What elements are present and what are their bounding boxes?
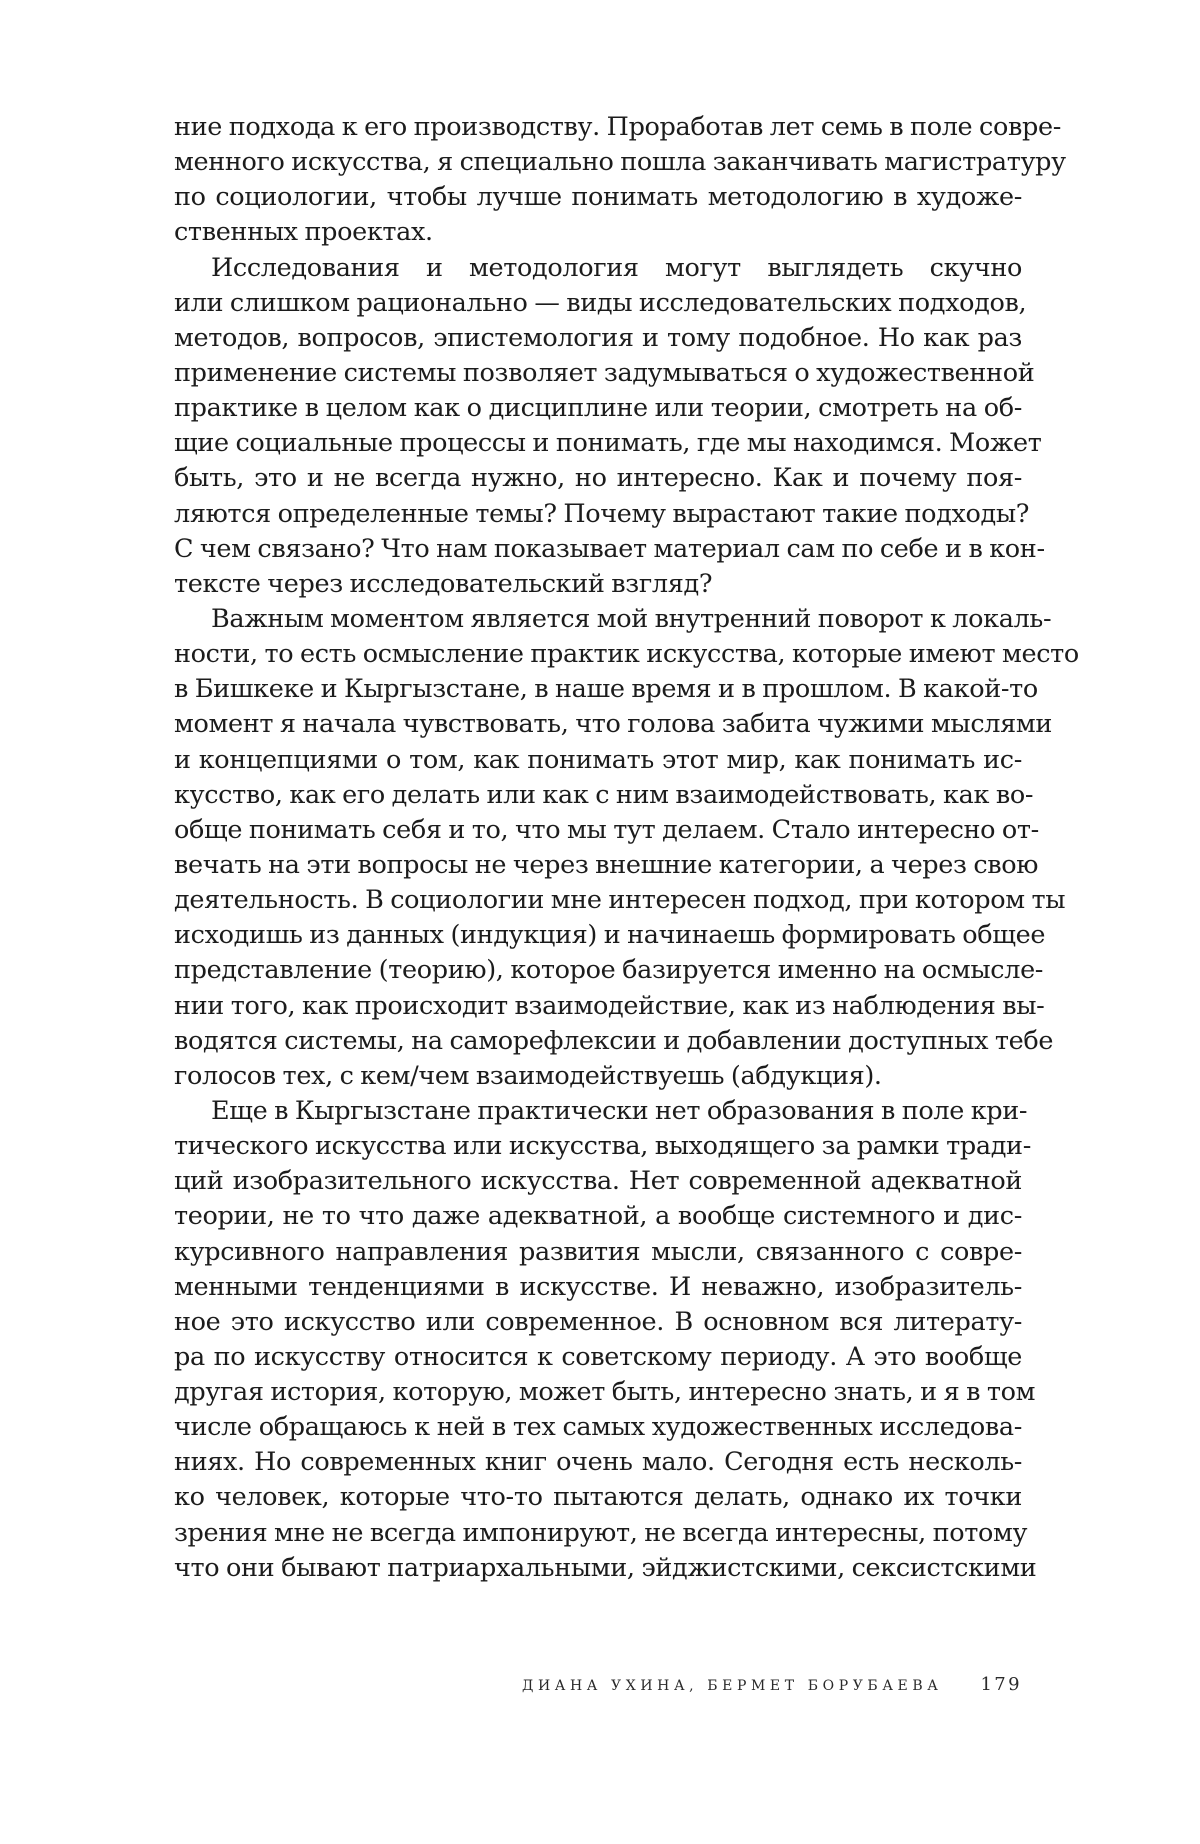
page-number: 179 xyxy=(980,1674,1022,1695)
text-line: теории, не то что даже адекватной, а вообще системного и дис- xyxy=(174,1201,1022,1232)
text-line: тексте через исследовательский взгляд? xyxy=(174,568,713,599)
text-line: кусство, как его делать или как с ним взаимодействовать, как во- xyxy=(174,779,1034,810)
text-line: тического искусства или искусства, выходящего за рамки тради- xyxy=(174,1131,1031,1162)
text-line: числе обращаюсь к ней в тех самых художественных исследова- xyxy=(174,1412,1022,1443)
text-line: обще понимать себя и то, что мы тут делаем. Стало интересно от- xyxy=(174,814,1039,845)
text-line: другая история, которую, может быть, интересно знать, и я в том xyxy=(174,1377,1036,1408)
text-line: и концепциями о том, как понимать этот мир, как понимать ис- xyxy=(174,744,1022,775)
text-line: Исследования и методология могут выглядеть скучно xyxy=(211,252,1022,283)
text-line: С чем связано? Что нам показывает материал сам по себе и в кон- xyxy=(174,533,1045,564)
running-head-authors: ДИАНА УХИНА, БЕРМЕТ БОРУБАЕВА xyxy=(522,1678,943,1694)
body-text xyxy=(174,110,1079,1586)
text-line: ниях. Но современных книг очень мало. Сегодня есть несколь- xyxy=(174,1447,1022,1478)
text-line: методов, вопросов, эпистемология и тому подобное. Но как раз xyxy=(174,322,1022,353)
text-line: или слишком рационально — виды исследовательских подходов, xyxy=(174,287,1027,318)
text-line: нии того, как происходит взаимодействие, как из наблюдения вы- xyxy=(174,990,1045,1021)
text-line: исходишь из данных (индукция) и начинаешь формировать общее xyxy=(174,920,1046,951)
text-line: момент я начала чувствовать, что голова забита чужими мыслями xyxy=(174,709,1053,740)
page-footer xyxy=(500,1674,1022,1695)
text-line: представление (теорию), которое базируется именно на осмысле- xyxy=(174,955,1044,986)
text-line: применение системы позволяет задумываться о художественной xyxy=(174,357,1035,388)
paragraph xyxy=(174,251,1045,602)
text-line: ности, то есть осмысление практик искусства, которые имеют место xyxy=(174,639,1079,670)
text-line: ние подхода к его производству. Проработав лет семь в поле совре- xyxy=(174,112,1061,142)
text-line: быть, это и не всегда нужно, но интересно. Как и почему поя- xyxy=(174,463,1022,494)
text-line: ций изобразительного искусства. Нет современной адекватной xyxy=(174,1166,1022,1197)
text-line: курсивного направления развития мысли, связанного с совре- xyxy=(174,1236,1022,1267)
text-line: Еще в Кыргызстане практически нет образования в поле кри- xyxy=(211,1095,1028,1126)
text-line: голосов тех, с кем/чем взаимодействуешь (абдукция). xyxy=(174,1060,882,1091)
text-line: деятельность. В социологии мне интересен подход, при котором ты xyxy=(174,885,1066,916)
text-line: ра по искусству относится к советскому периоду. А это вообще xyxy=(174,1341,1022,1372)
text-line: Важным моментом является мой внутренний поворот к локаль- xyxy=(211,603,1052,634)
text-line: практике в целом как о дисциплине или теории, смотреть на об- xyxy=(174,393,1022,424)
text-line: в Бишкеке и Кыргызстане, в наше время и в прошлом. В какой-то xyxy=(174,674,1038,705)
text-line: ляются определенные темы? Почему вырастают такие подходы? xyxy=(174,498,1030,529)
paragraph xyxy=(174,602,1079,1094)
paragraph xyxy=(174,1094,1037,1586)
text-line: щие социальные процессы и понимать, где мы находимся. Может xyxy=(174,428,1042,459)
paragraph xyxy=(174,110,1066,251)
text-line: ное это искусство или современное. В основном вся литерату- xyxy=(174,1306,1022,1337)
text-line: ственных проектах. xyxy=(174,217,433,248)
text-line: что они бывают патриархальными, эйджистскими, сексистскими xyxy=(174,1552,1037,1583)
text-line: по социологии, чтобы лучше понимать методологию в художе- xyxy=(174,182,1022,213)
text-line: ко человек, которые что-то пытаются делать, однако их точки xyxy=(174,1482,1022,1513)
text-line: водятся системы, на саморефлексии и добавлении доступных тебе xyxy=(174,1025,1054,1056)
text-line: вечать на эти вопросы не через внешние категории, а через свою xyxy=(174,849,1039,880)
text-line: менного искусства, я специально пошла заканчивать магистратуру xyxy=(174,147,1066,178)
text-line: зрения мне не всегда импонируют, не всегда интересны, потому xyxy=(174,1517,1028,1548)
text-line: менными тенденциями в искусстве. И неважно, изобразитель- xyxy=(174,1271,1022,1302)
